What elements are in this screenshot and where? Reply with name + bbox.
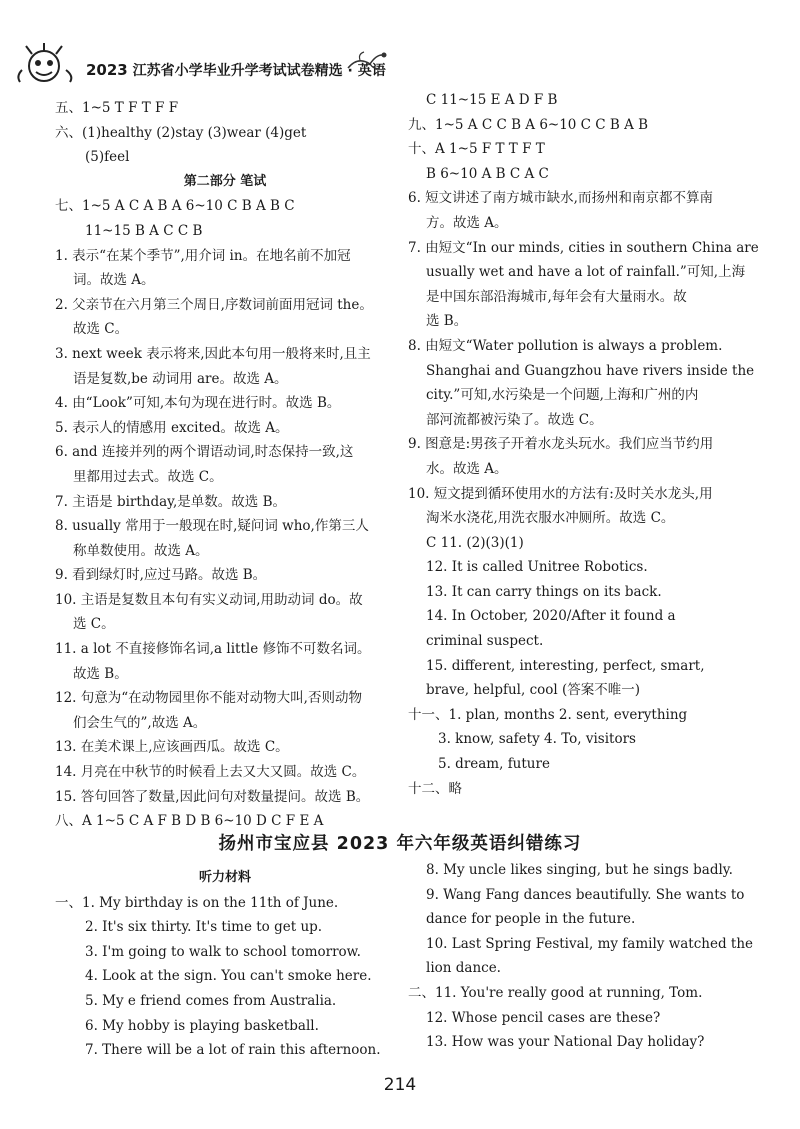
- header-title: [86, 60, 386, 80]
- text-line: 9. Wang Fang dances beautifully. She wants to: [426, 886, 745, 903]
- text-line: 6. and 连接并列的两个谓语动词,时态保持一致,这: [55, 444, 354, 461]
- text-line: 方。故选 A。: [426, 214, 508, 231]
- text-line: 1. 表示“在某个季节”,用介词 in。在地名前不加冠: [55, 247, 351, 264]
- text-line: 9. 图意是:男孩子开着水龙头玩水。我们应当节约用: [408, 436, 714, 453]
- text-line: 故选 C。: [73, 321, 129, 338]
- text-line: 12. It is called Unitree Robotics.: [426, 559, 648, 576]
- text-line: 10. Last Spring Festival, my family watched the: [426, 935, 754, 952]
- text-line: 14. 月亮在中秋节的时候看上去又大又圆。故选 C。: [55, 764, 366, 781]
- text-line: 十二、略: [408, 780, 462, 797]
- text-line: 10. 主语是复数且本句有实义动词,用助动词 do。故: [55, 591, 363, 608]
- text-line: 6. 短文讲述了南方城市缺水,而扬州和南京都不算南: [408, 190, 713, 207]
- text-line: 语是复数,be 动词用 are。故选 A。: [73, 370, 288, 387]
- text-line: 6. My hobby is playing basketball.: [85, 1017, 319, 1034]
- text-line: 淘米水浇花,用洗衣服水冲厕所。故选 C。: [426, 510, 675, 527]
- text-line: 11~15 B A C C B: [85, 222, 203, 239]
- text-line: 5. My e friend comes from Australia.: [85, 992, 337, 1009]
- text-line: 故选 B。: [73, 665, 128, 682]
- text-line: 选 B。: [426, 313, 468, 330]
- text-line: 14. In October, 2020/After it found a: [426, 608, 676, 625]
- text-line: brave, helpful, cool (答案不唯一): [426, 682, 641, 699]
- answers-right-column: [408, 88, 759, 801]
- cartoon-face-icon: [14, 42, 78, 86]
- text-line: 选 C。: [73, 616, 115, 633]
- text-line: 7. 主语是 birthday,是单数。故选 B。: [55, 493, 287, 510]
- text-line: 13. It can carry things on its back.: [426, 583, 662, 600]
- text-line: 九、1~5 A C C B A 6~10 C C B A B: [408, 116, 649, 133]
- text-line: 十、A 1~5 F T T F T: [408, 141, 545, 158]
- text-line: 七、1~5 A C A B A 6~10 C B A B C: [55, 198, 295, 215]
- text-line: 7. There will be a lot of rain this afternoon.: [85, 1042, 381, 1059]
- text-line: 部河流都被污染了。故选 C。: [426, 411, 603, 428]
- leaf-flourish-icon: [344, 46, 390, 76]
- text-line: 3. know, safety 4. To, visitors: [438, 731, 636, 748]
- text-line: criminal suspect.: [426, 633, 544, 650]
- text-line: 8. My uncle likes singing, but he sings badly.: [426, 862, 733, 878]
- listening-left-column: [55, 866, 395, 1063]
- text-line: 一、1. My birthday is on the 11th of June.: [55, 894, 339, 911]
- text-line: 3. next week 表示将来,因此本句用一般将来时,且主: [55, 345, 371, 362]
- answers-left-column: [55, 96, 395, 834]
- text-line: C 11. (2)(3)(1): [426, 534, 524, 551]
- text-line: 15. different, interesting, perfect, smart,: [426, 657, 705, 674]
- text-line: 听力材料: [198, 870, 251, 885]
- text-line: B 6~10 A B C A C: [426, 165, 549, 182]
- text-line: 8. 由短文“Water pollution is always a problem.: [408, 337, 723, 354]
- text-line: 第二部分 笔试: [183, 173, 267, 189]
- text-line: 2. It's six thirty. It's time to get up.: [85, 919, 323, 936]
- text-line: 15. 答句回答了数量,因此问句对数量提问。故选 B。: [55, 788, 370, 805]
- text-line: 10. 短文提到循环使用水的方法有:及时关水龙头,用: [408, 485, 713, 502]
- text-line: 里都用过去式。故选 C。: [73, 468, 223, 485]
- text-line: 7. 由短文“In our minds, cities in southern China are: [408, 239, 759, 256]
- text-line: 们会生气的”,故选 A。: [73, 714, 207, 731]
- page-header: [14, 40, 404, 90]
- text-line: city.”可知,水污染是一个问题,上海和广州的内: [426, 387, 699, 404]
- text-line: C 11~15 E A D F B: [426, 92, 558, 108]
- header-title-text: 江苏省小学毕业升学考试试卷精选 · 英语: [132, 63, 386, 79]
- text-line: 13. 在美术课上,应该画西瓜。故选 C。: [55, 739, 289, 756]
- text-line: 12. 句意为“在动物园里你不能对动物大叫,否则动物: [55, 690, 362, 707]
- text-line: 词。故选 A。: [73, 272, 155, 289]
- text-line: 4. 由“Look”可知,本句为现在进行时。故选 B。: [55, 395, 341, 412]
- text-line: 8. usually 常用于一般现在时,疑问词 who,作第三人: [55, 518, 369, 535]
- text-line: 11. a lot 不直接修饰名词,a little 修饰不可数名词。: [55, 641, 371, 658]
- text-line: 5. dream, future: [438, 756, 550, 773]
- text-line: 13. How was your National Day holiday?: [426, 1034, 705, 1051]
- text-line: 是中国东部沿海城市,每年会有大量雨水。故: [426, 288, 687, 305]
- text-line: 十一、1. plan, months 2. sent, everything: [408, 706, 688, 723]
- text-line: 4. Look at the sign. You can't smoke here.: [85, 968, 372, 985]
- text-line: dance for people in the future.: [426, 911, 636, 928]
- section-title: 扬州市宝应县 2023 年六年级英语纠错练习: [218, 834, 582, 854]
- text-line: 二、11. You're really good at running, Tom.: [408, 984, 703, 1001]
- header-year: 2023: [86, 61, 128, 79]
- text-line: 3. I'm going to walk to school tomorrow.: [85, 943, 361, 960]
- text-line: (5)feel: [85, 149, 130, 166]
- text-line: 八、A 1~5 C A F B D B 6~10 D C F E A: [55, 813, 324, 830]
- text-line: 2. 父亲节在六月第三个周日,序数词前面用冠词 the。: [55, 296, 373, 313]
- text-line: 六、(1)healthy (2)stay (3)wear (4)get: [55, 124, 307, 141]
- text-line: 9. 看到绿灯时,应过马路。故选 B。: [55, 567, 267, 584]
- text-line: 称单数使用。故选 A。: [73, 542, 209, 559]
- text-line: Shanghai and Guangzhou have rivers inside the: [426, 362, 755, 379]
- text-line: usually wet and have a lot of rainfall.”可知,上海: [426, 264, 746, 281]
- page-number: 214: [383, 1075, 417, 1095]
- listening-right-column: [408, 858, 754, 1055]
- text-line: 五、1~5 T F T F F: [55, 100, 179, 116]
- text-line: 12. Whose pencil cases are these?: [426, 1009, 661, 1026]
- text-line: 水。故选 A。: [426, 460, 508, 477]
- text-line: 5. 表示人的情感用 excited。故选 A。: [55, 419, 289, 436]
- text-line: lion dance.: [426, 960, 501, 977]
